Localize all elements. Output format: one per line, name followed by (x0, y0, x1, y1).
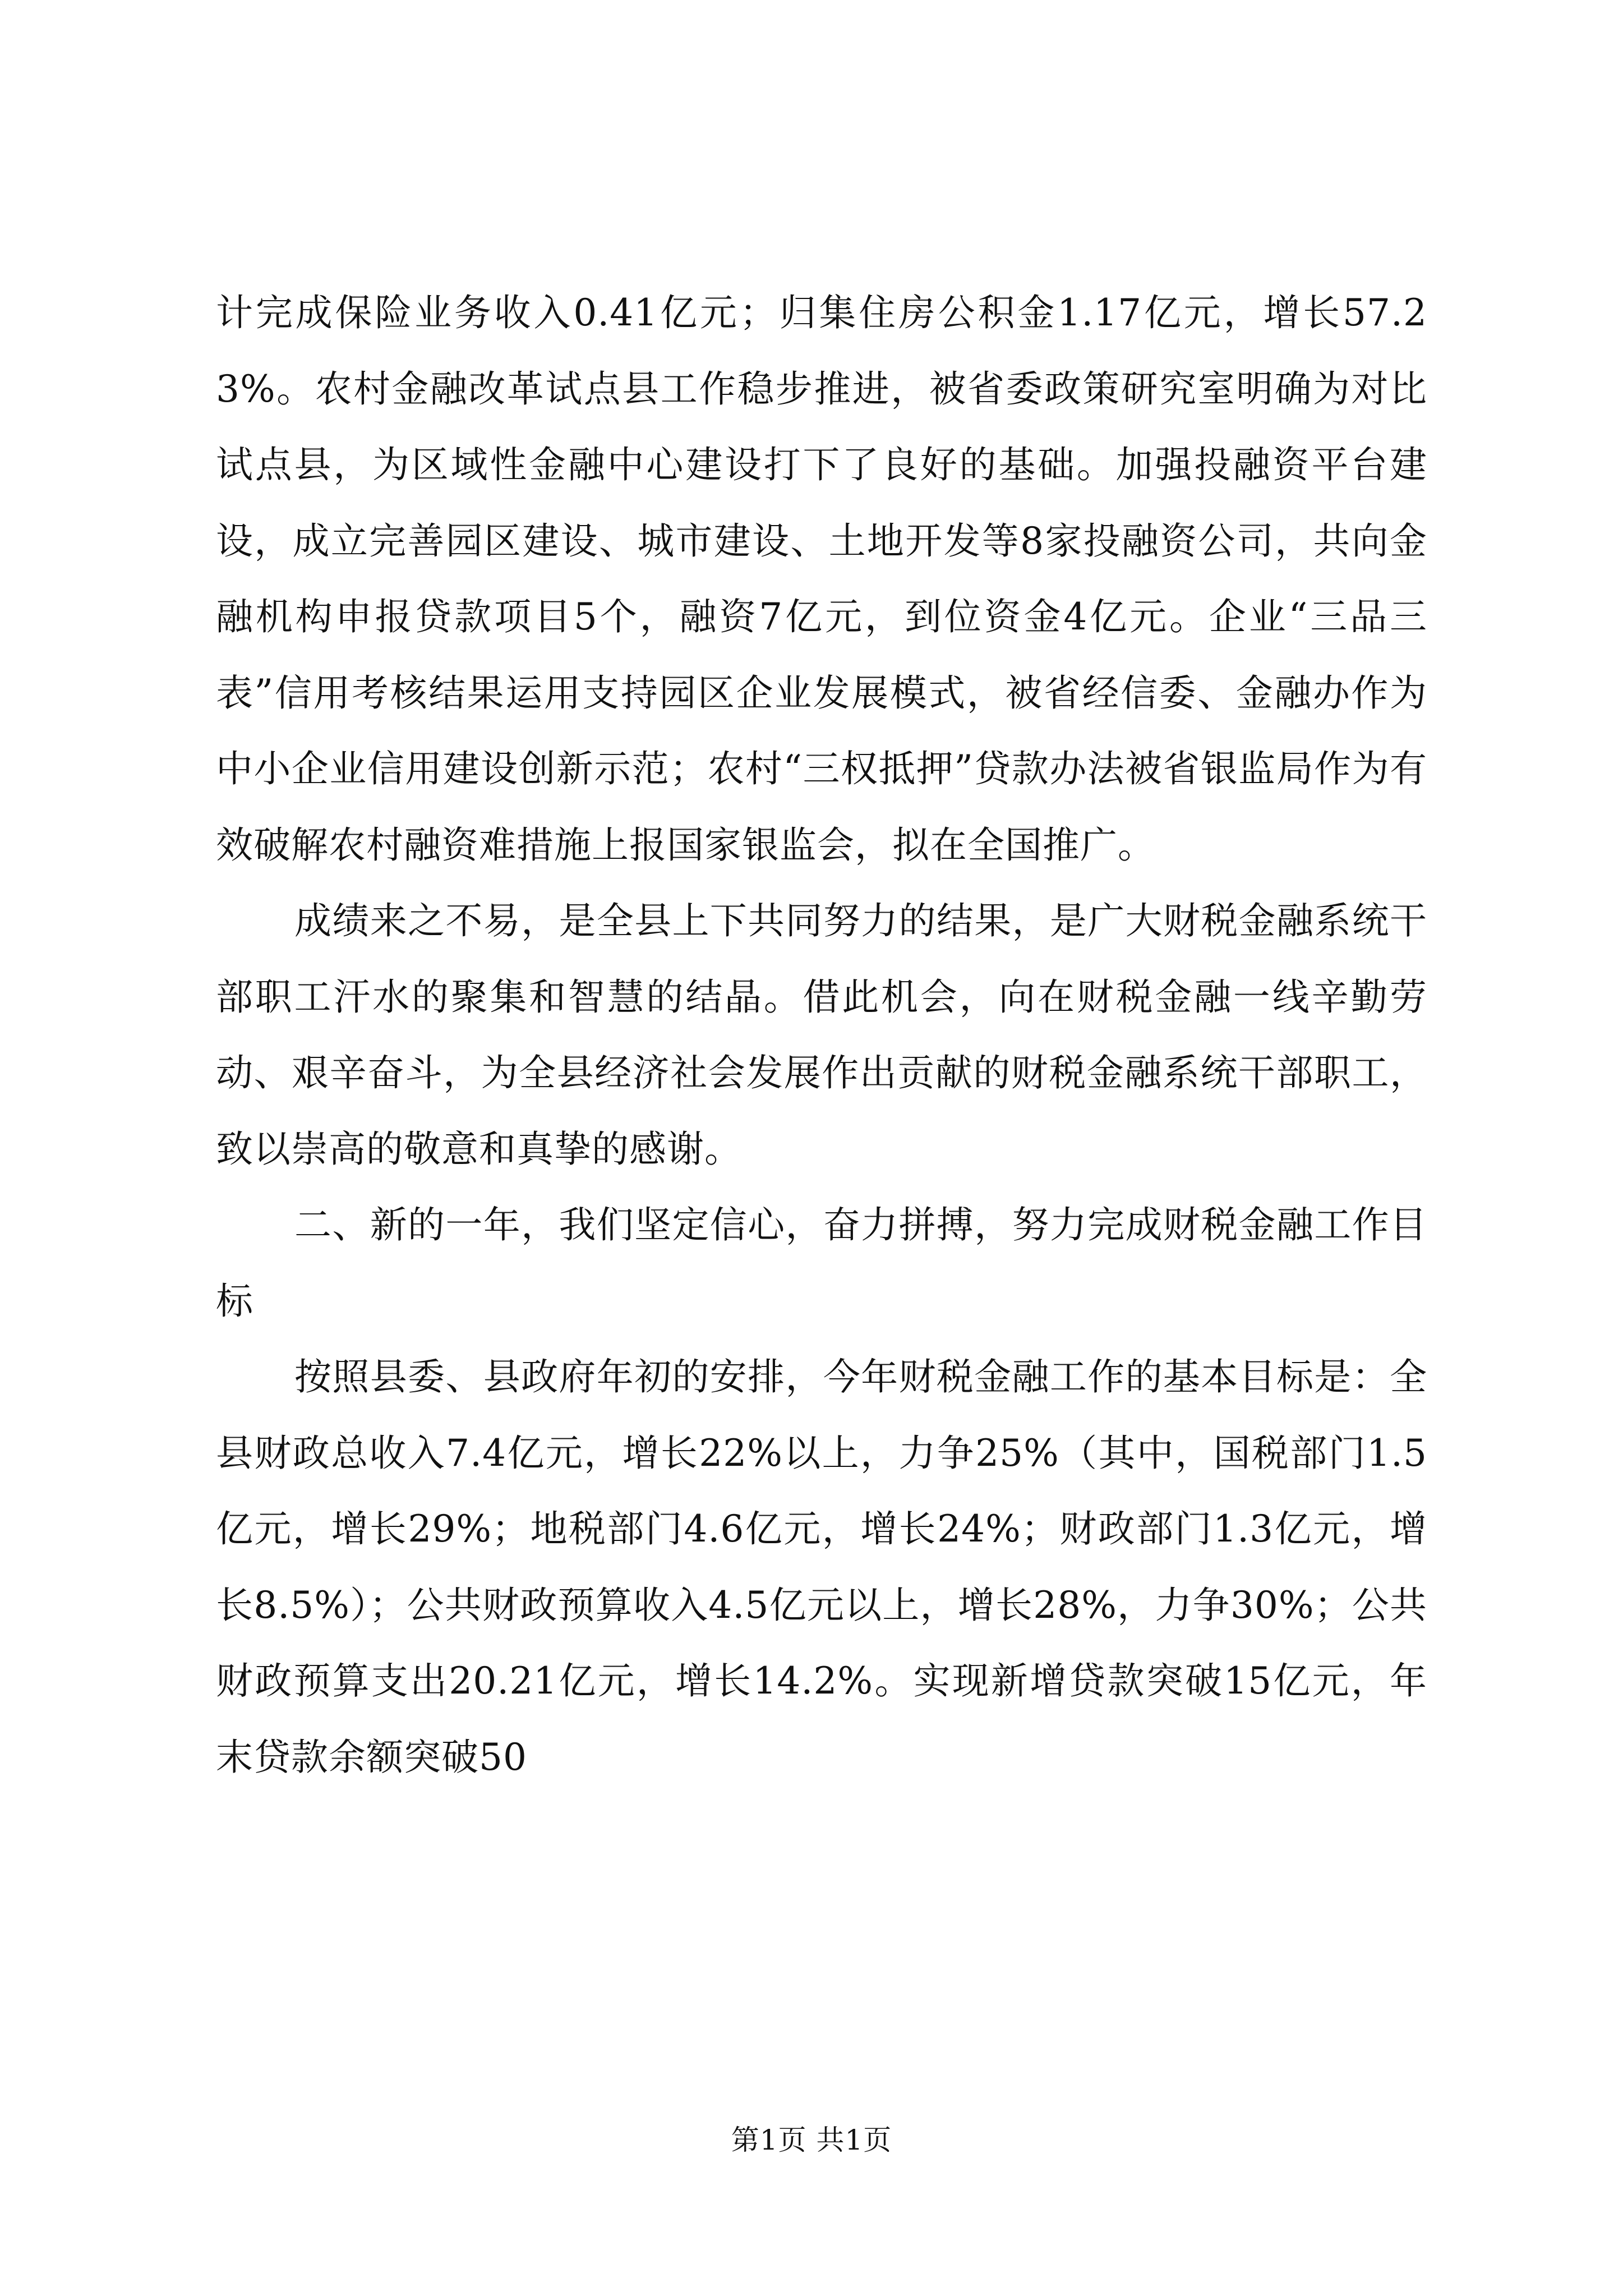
document-body (216, 275, 1427, 1795)
paragraph-acknowledgement: 成绩来之不易，是全县上下共同努力的结果，是广大财税金融系统干部职工汗水的聚集和智慧的结晶。借此机会，向在财税金融一线辛勤劳动、艰辛奋斗，为全县经济社会发展作出贡献的财税金融系统干部职工，致以崇高的敬意和真挚的感谢。 (216, 899, 1427, 1171)
paragraph-targets: 按照县委、县政府年初的安排，今年财税金融工作的基本目标是：全县财政总收入7.4亿元，增长22%以上，力争25%（其中，国税部门1.5亿元，增长29%；地税部门4.6亿元，增长24%；财政部门1.3亿元，增长8.5%）；公共财政预算收入4.5亿元以上，增长28%，力争30%；公共财政预算支出20.21亿元，增长14.2%。实现新增贷款突破15亿元，年末贷款余额突破50 (216, 1355, 1427, 1779)
section-heading: 二、新的一年，我们坚定信心，奋力拼搏，努力完成财税金融工作目标 (216, 1203, 1427, 1323)
page-footer: 第1页 共1页 (731, 2124, 892, 2156)
paragraph-financial-results: 计完成保险业务收入0.41亿元；归集住房公积金1.17亿元，增长57.23%。农村金融改革试点县工作稳步推进，被省委政策研究室明确为对比试点县，为区域性金融中心建设打下了良好的基础。加强投融资平台建设，成立完善园区建设、城市建设、土地开发等8家投融资公司，共向金融机构申报贷款项目5个，融资7亿元，到位资金4亿元。企业“三品三表”信用考核结果运用支持园区企业发展模式，被省经信委、金融办作为中小企业信用建设创新示范；农村“三权抵押”贷款办法被省银监局作为有效破解农村融资难措施上报国家银监会，拟在全国推广。 (216, 291, 1427, 867)
